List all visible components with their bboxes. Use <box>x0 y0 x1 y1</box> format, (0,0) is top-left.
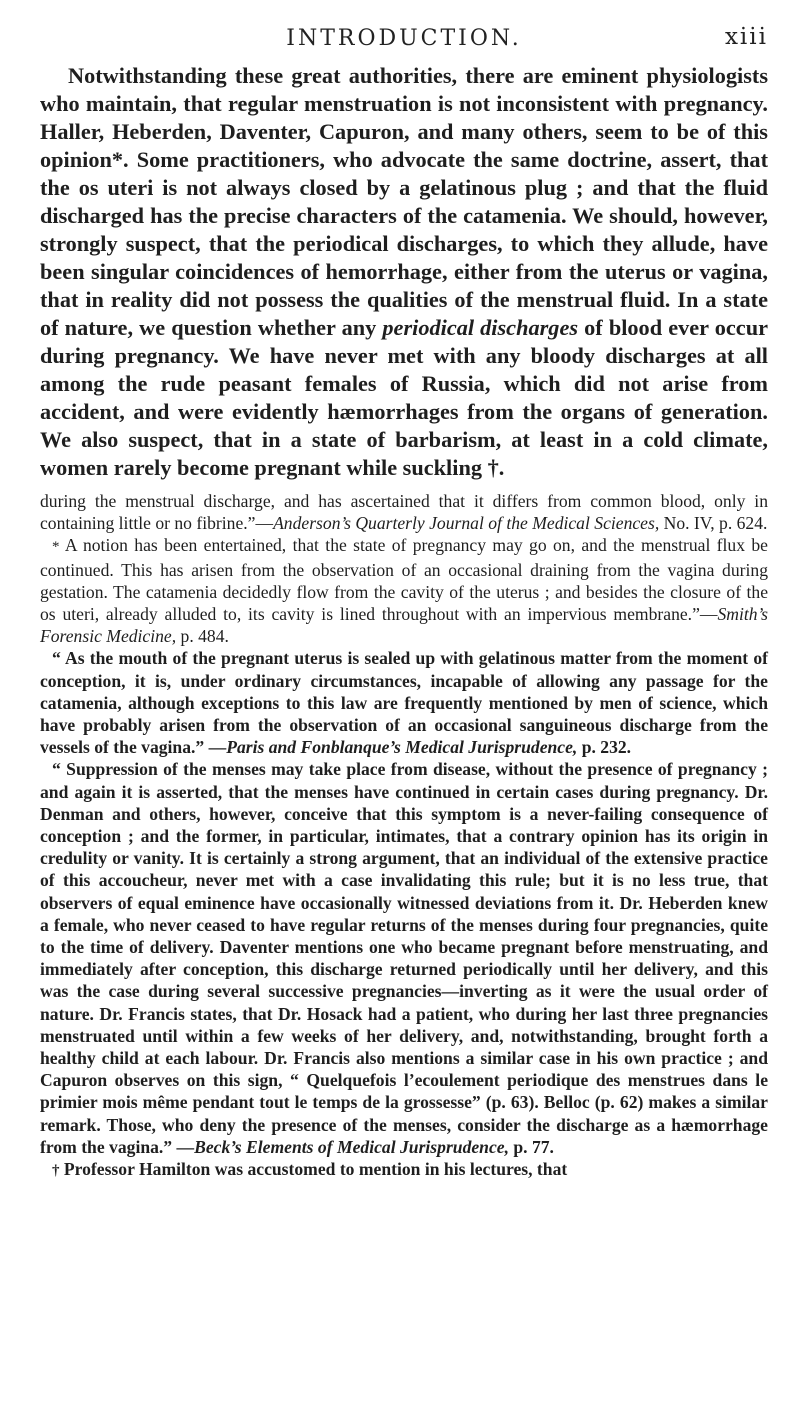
footnote-continuation-text: during the menstrual discharge, and has ascertained that it differs from common blood, only in containing little or no fibrine.”— <box>40 491 768 534</box>
book-page <box>40 18 768 1182</box>
running-title: INTRODUCTION. <box>286 26 522 51</box>
main-paragraph-tail: of blood ever occur during pregnancy. We have never met with any bloody discharges at all among the rude peasant females of Russia, which did not arise from accident, and were evidently hæmorrhages from the organs of generation. We also suspect, that in a state of barbarism, at least in a cold climate, women rarely become pregnant while suckling †. <box>40 315 768 480</box>
main-paragraph <box>40 62 768 482</box>
footnote-paris-citation: Paris and Fonblanque’s Medical Jurisprudence, <box>226 737 578 758</box>
footnote-continuation-citation: Anderson’s Quarterly Journal of the Medical Sciences, <box>273 513 660 534</box>
footnote-asterisk-text: A notion has been entertained, that the state of pregnancy may go on, and the menstrual flux be continued. This has arisen from the observation of an occasional draining from the vagina during gestation. The catamenia decidedly flow from the cavity of the uterus ; and besides the closure of the os uteri, already alluded to, its cavity is lined throughout with an impervious membrane.”— <box>40 535 768 625</box>
main-paragraph-emphasis: periodical discharges <box>382 315 579 340</box>
footnote-continuation-ref: No. IV, p. 624. <box>659 513 768 534</box>
footnote-continuation <box>40 490 768 534</box>
footnote-asterisk-citation: Smith’s Forensic Medicine, <box>40 604 768 647</box>
asterisk-mark: * <box>52 539 60 556</box>
dagger-mark: † <box>52 1163 60 1180</box>
footnotes <box>40 490 768 1182</box>
footnote-asterisk <box>40 534 768 647</box>
footnote-beck-citation: Beck’s Elements of Medical Jurisprudence, <box>194 1136 509 1157</box>
footnote-paris-text: “ As the mouth of the pregnant uterus is sealed up with gelatinous matter from the moment of conception, it is, under ordinary circumstances, incapable of allowing any passage for the catamenia, although exceptions to this law are frequently mentioned by men of science, which have probably arisen from the observation of an occasional sanguineous discharge from the vessels of the vagina.” — <box>40 648 768 758</box>
page-number: xiii <box>724 24 768 50</box>
footnote-asterisk-ref: p. 484. <box>176 626 229 647</box>
footnote-beck-text: “ Suppression of the menses may take place from disease, without the presence of pregnancy ; and again it is asserted, that the menses have continued in certain cases during pregnancy. Dr. Denman and others, however, conceive that this symptom is a never-failing consequence of conception ; and the former, in particular, intimates, that a contrary opinion has its origin in credulity or vanity. It is certainly a strong argument, that an individual of the extensive practice of this accoucheur, never met with a case invalidating this rule; but it is no less true, that observers of equal eminence have occasionally witnessed deviations from it. Dr. Heberden knew a female, who never ceased to have regular returns of the menses during four pregnancies, quite to the time of delivery. Daventer mentions one who became pregnant before menstruating, and immediately after conception, this discharge returned periodically until her delivery, and this was the case during several successive pregnancies—inverting as it were the usual order of nature. Dr. Francis states, that Dr. Hosack had a patient, who during her last three pregnancies menstruated until within a few weeks of her delivery, and, notwithstanding, brought forth a healthy child at each labour. Dr. Francis also mentions a similar case in his own practice ; and Capuron observes on this sign, “ Quelquefois l’ecoulement periodique des menstrues dans le primier mois même pendant tout le temps de la grossesse” (p. 63). Belloc (p. 62) makes a similar remark. Those, who deny the presence of the menses, consider the discharge as a hæmorrhage from the vagina.” — <box>40 759 768 1157</box>
running-head <box>40 18 768 62</box>
footnote-beck-ref: p. 77. <box>508 1136 554 1157</box>
footnote-dagger <box>40 1158 768 1182</box>
main-paragraph-text: Notwithstanding these great authorities, there are eminent physiologists who maintain, that regular menstruation is not inconsistent with pregnancy. Haller, Heberden, Daventer, Capuron, and many others, seem to be of this opinion*. Some practitioners, who advocate the same doctrine, assert, that the os uteri is not always closed by a gelatinous plug ; and that the fluid discharged has the precise characters of the catamenia. We should, however, strongly suspect, that the periodical discharges, to which they allude, have been singular coincidences of hemorrhage, either from the uterus or vagina, that in reality did not possess the qualities of the menstrual fluid. In a state of nature, we question whether any <box>40 63 768 340</box>
footnote-beck-quote <box>40 758 768 1158</box>
footnote-paris-ref: p. 232. <box>577 737 632 758</box>
footnote-dagger-text: Professor Hamilton was accustomed to mention in his lectures, that <box>59 1159 568 1180</box>
footnote-paris-quote <box>40 647 768 758</box>
